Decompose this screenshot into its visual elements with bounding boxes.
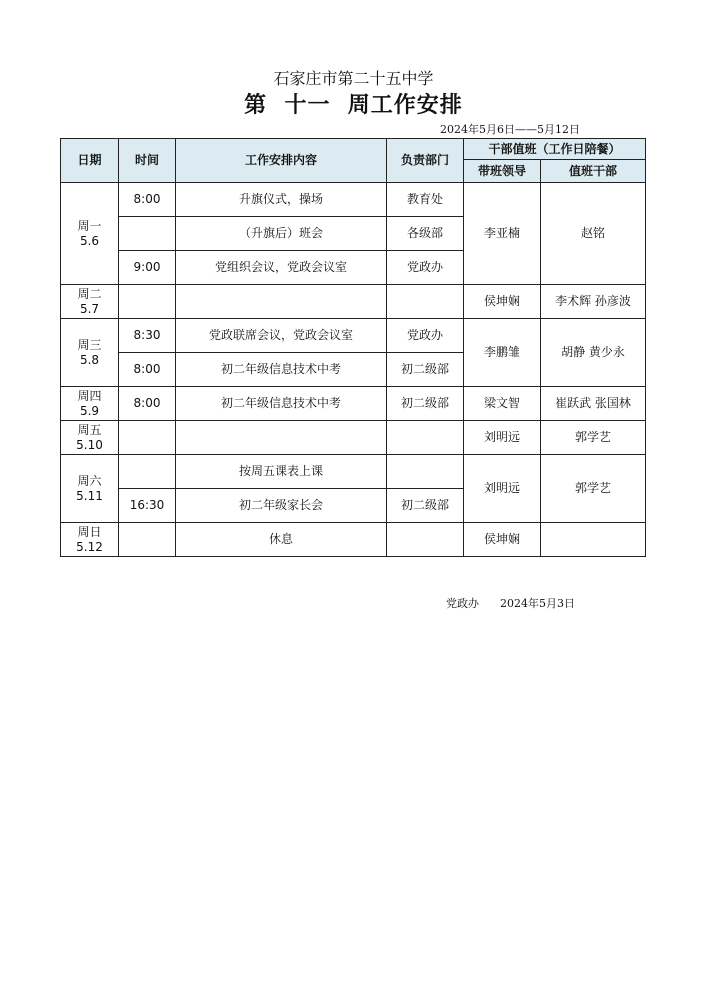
date-range: 2024年5月6日——5月12日: [440, 123, 580, 136]
dept-cell: [387, 455, 464, 489]
table-row: [61, 285, 646, 319]
content-cell: [176, 421, 387, 455]
time-cell: [119, 285, 176, 319]
dept-cell: 各级部: [387, 217, 464, 251]
weekday-label: 周三: [77, 337, 102, 352]
day-cell: [61, 421, 119, 455]
date-label: 5.10: [76, 437, 103, 452]
leader-cell: 侯坤娴: [464, 523, 541, 557]
time-cell: [119, 523, 176, 557]
dept-cell: [387, 285, 464, 319]
content-cell: （升旗后）班会: [176, 217, 387, 251]
header-date: 日期: [61, 139, 119, 183]
cadre-cell: 郭学艺: [541, 421, 646, 455]
time-cell: 8:30: [119, 319, 176, 353]
weekday-label: 周六: [77, 473, 102, 488]
table-header: [61, 139, 646, 183]
footer-issuer: 党政办: [446, 597, 479, 610]
dept-cell: 初二级部: [387, 353, 464, 387]
leader-cell: 李鹏雏: [464, 319, 541, 387]
content-cell: 党组织会议，党政会议室: [176, 251, 387, 285]
weekday-label: 周二: [77, 286, 102, 301]
cadre-cell: 李术辉 孙彦波: [541, 285, 646, 319]
footer-date: 2024年5月3日: [499, 597, 575, 610]
dept-cell: [387, 421, 464, 455]
time-cell: [119, 421, 176, 455]
header-time: 时间: [119, 139, 176, 183]
weekday-label: 周日: [77, 524, 102, 539]
date-label: 5.6: [79, 233, 100, 248]
header-content: 工作安排内容: [176, 139, 387, 183]
time-cell: 16:30: [119, 489, 176, 523]
day-cell: [61, 319, 119, 387]
table-row: [61, 319, 646, 353]
header-dept: 负责部门: [387, 139, 464, 183]
day-cell: [61, 523, 119, 557]
weekday-label: 周五: [77, 422, 102, 437]
day-cell: [61, 455, 119, 523]
leader-cell: 李亚楠: [464, 183, 541, 285]
day-cell: [61, 183, 119, 285]
leader-cell: 刘明远: [464, 421, 541, 455]
school-name: 石家庄市第二十五中学: [273, 69, 434, 88]
leader-cell: 侯坤娴: [464, 285, 541, 319]
date-label: 5.7: [79, 301, 100, 316]
time-cell: 8:00: [119, 353, 176, 387]
cadre-cell: [541, 523, 646, 557]
weekday-label: 周一: [77, 218, 102, 233]
content-cell: 按周五课表上课: [176, 455, 387, 489]
content-cell: 党政联席会议，党政会议室: [176, 319, 387, 353]
time-cell: 9:00: [119, 251, 176, 285]
leader-cell: 刘明远: [464, 455, 541, 523]
dept-cell: 初二级部: [387, 387, 464, 421]
time-cell: [119, 455, 176, 489]
time-cell: 8:00: [119, 387, 176, 421]
header-leader: 带班领导: [464, 160, 541, 183]
header-duty-group: 干部值班（工作日陪餐）: [464, 139, 646, 160]
time-cell: 8:00: [119, 183, 176, 217]
dept-cell: 初二级部: [387, 489, 464, 523]
header-cadre: 值班干部: [541, 160, 646, 183]
dept-cell: 党政办: [387, 251, 464, 285]
page-title: 第 十一 周工作安排: [244, 93, 463, 118]
dept-cell: [387, 523, 464, 557]
table-row: [61, 523, 646, 557]
cadre-cell: 崔跃武 张国林: [541, 387, 646, 421]
time-cell: [119, 217, 176, 251]
table-row: [61, 387, 646, 421]
weekday-label: 周四: [77, 388, 102, 403]
date-label: 5.11: [76, 488, 103, 503]
cadre-cell: 赵铭: [541, 183, 646, 285]
footer-gap: [479, 597, 500, 610]
content-cell: [176, 285, 387, 319]
footer: [446, 595, 575, 611]
content-cell: 休息: [176, 523, 387, 557]
date-label: 5.9: [79, 403, 100, 418]
content-cell: 初二年级信息技术中考: [176, 353, 387, 387]
table-row: [61, 421, 646, 455]
dept-cell: 党政办: [387, 319, 464, 353]
day-cell: [61, 285, 119, 319]
date-label: 5.12: [76, 539, 103, 554]
table-row: [61, 455, 646, 489]
dept-cell: 教育处: [387, 183, 464, 217]
leader-cell: 梁文智: [464, 387, 541, 421]
table-row: [61, 183, 646, 217]
content-cell: 初二年级信息技术中考: [176, 387, 387, 421]
cadre-cell: 郭学艺: [541, 455, 646, 523]
table-body: [61, 183, 646, 557]
content-cell: 初二年级家长会: [176, 489, 387, 523]
cadre-cell: 胡静 黄少永: [541, 319, 646, 387]
content-cell: 升旗仪式，操场: [176, 183, 387, 217]
schedule-table: [60, 138, 646, 557]
date-label: 5.8: [79, 352, 100, 367]
day-cell: [61, 387, 119, 421]
